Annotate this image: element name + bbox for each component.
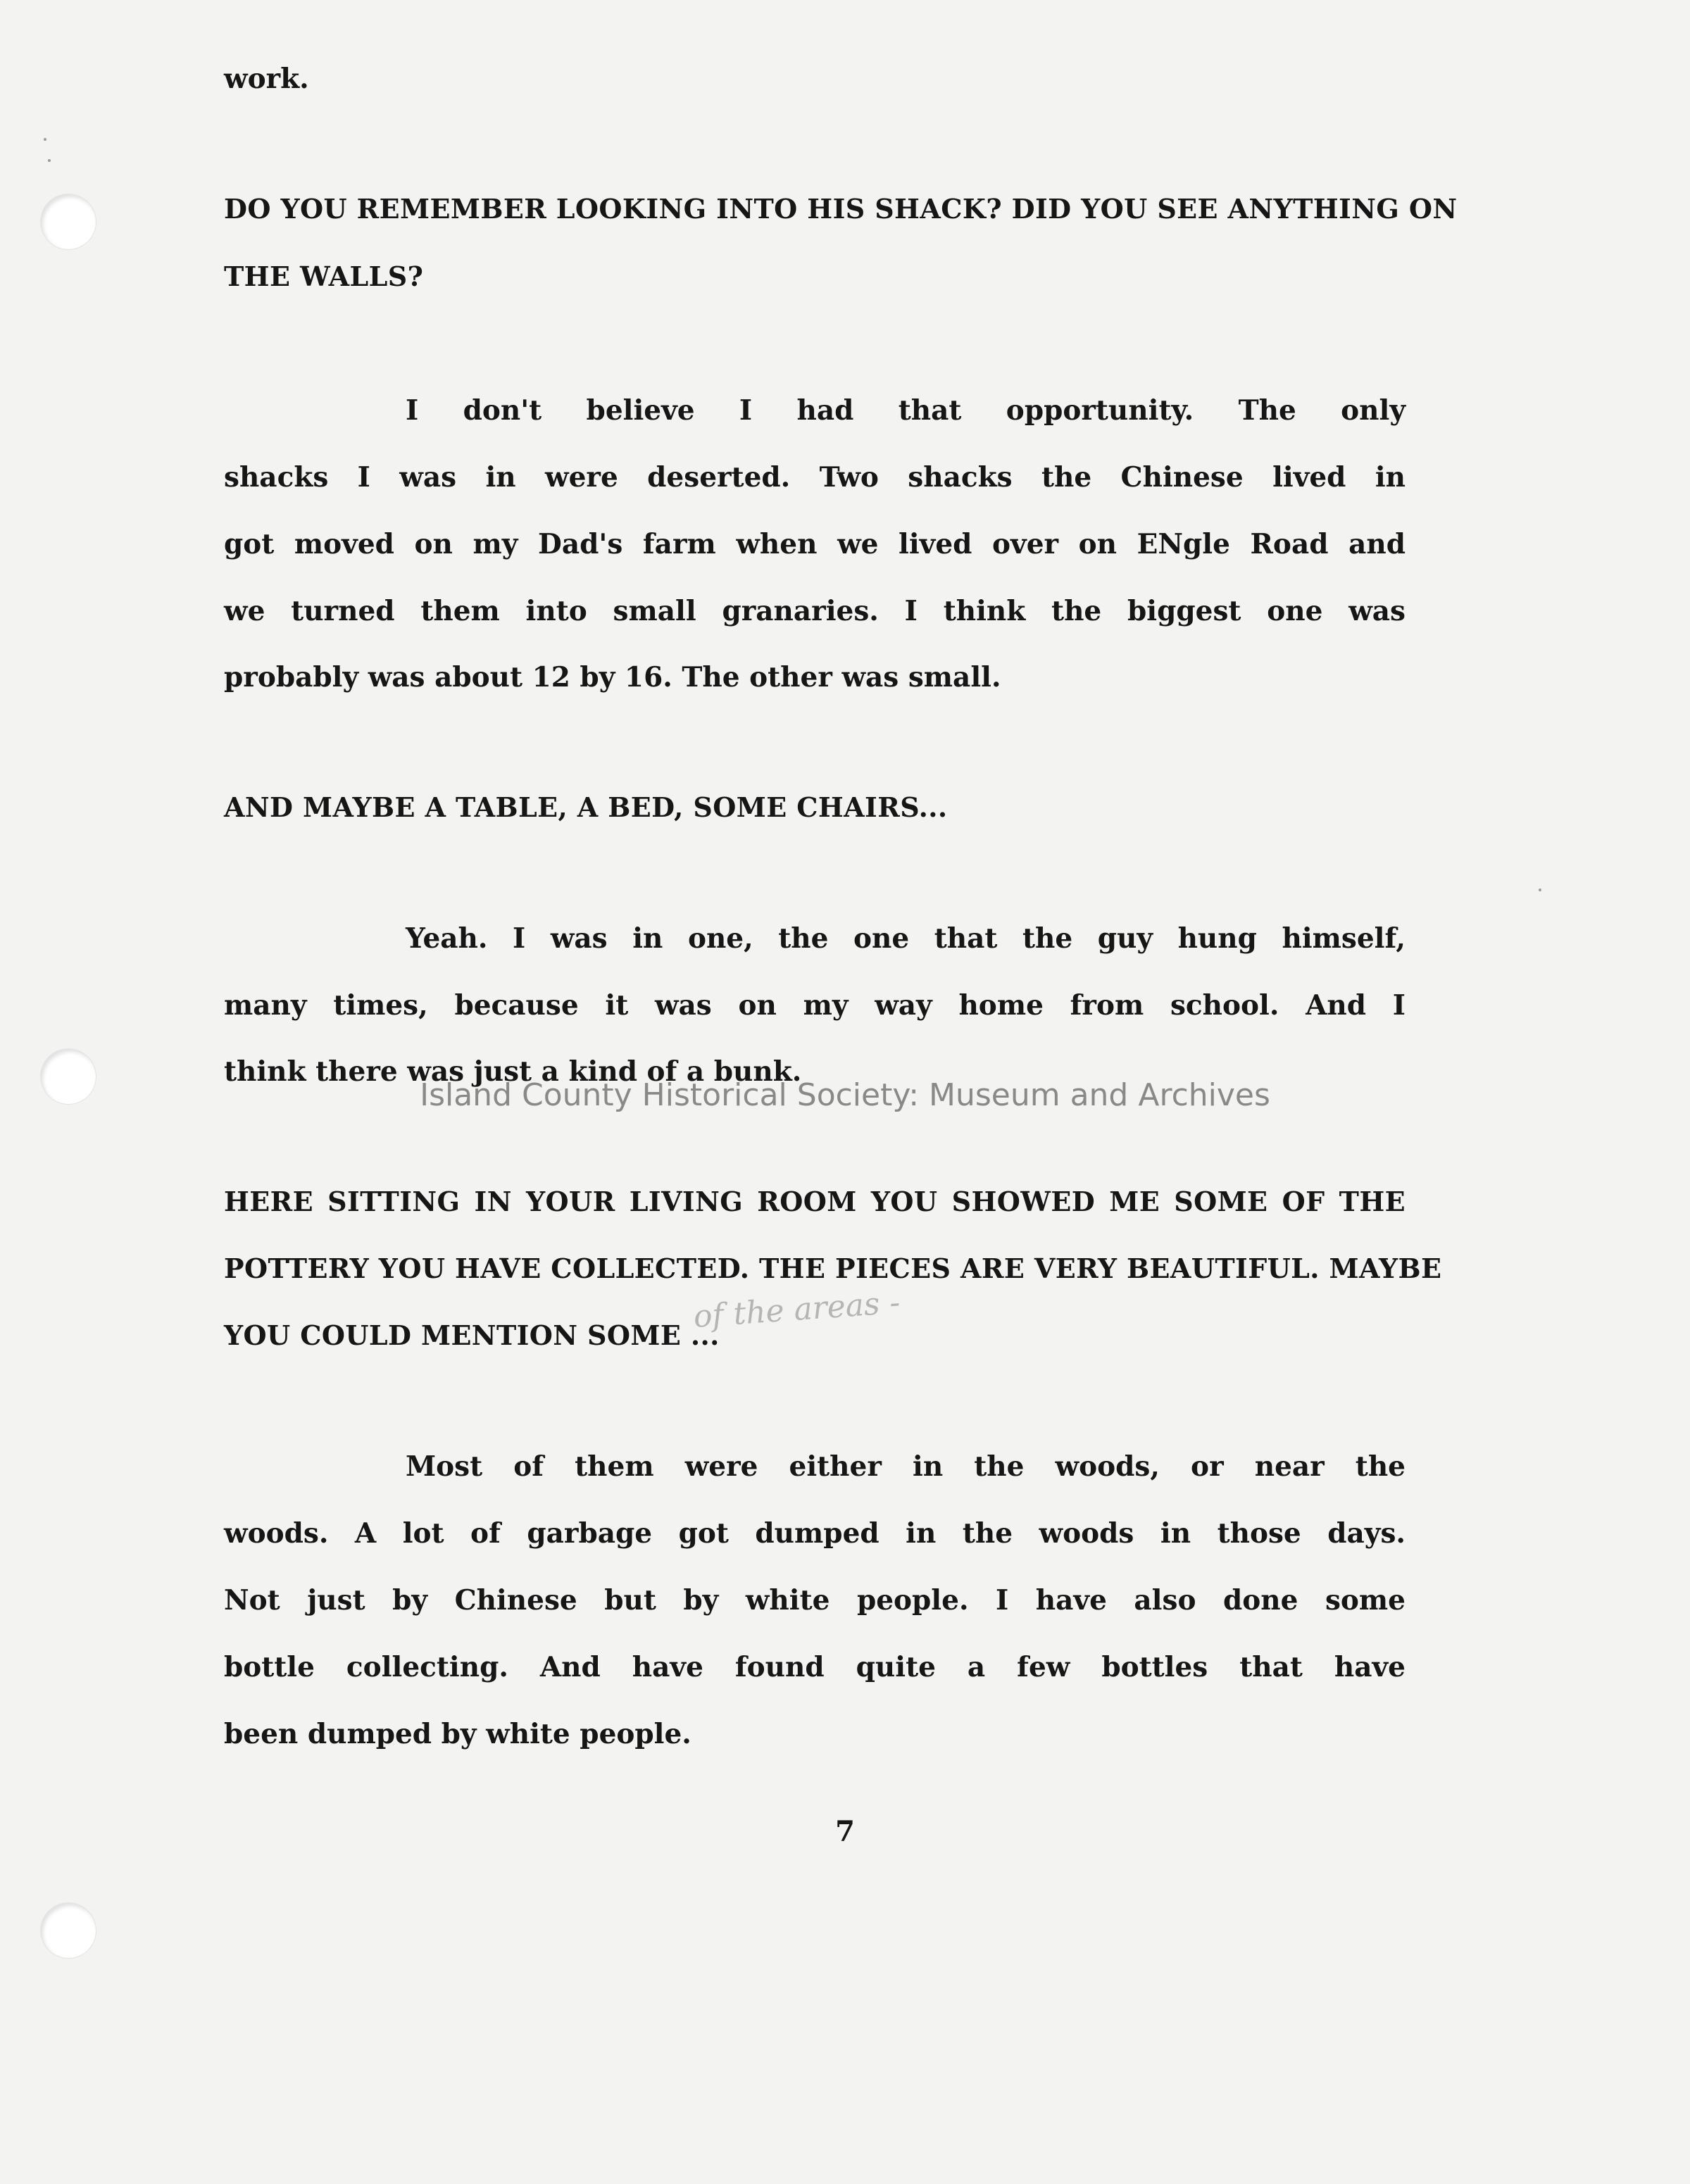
answer-line: bottle collecting. And have found quite a few bottles that have	[224, 1651, 1406, 1683]
answer-line: we turned them into small granaries. I think the biggest one was	[224, 595, 1406, 627]
archive-watermark: Island County Historical Society: Museum and Archives	[420, 1077, 1270, 1113]
interviewer-question: POTTERY YOU HAVE COLLECTED. THE PIECES ARE VERY BEAUTIFUL. MAYBE	[224, 1253, 1442, 1284]
answer-line: been dumped by white people.	[224, 1718, 691, 1750]
binder-hole	[41, 1903, 96, 1958]
paper-speck	[48, 159, 51, 162]
answer-line: got moved on my Dad's farm when we lived over on ENgle Road and	[224, 528, 1406, 560]
interviewer-question: YOU COULD MENTION SOME ...	[224, 1319, 720, 1351]
paper-speck	[1539, 889, 1541, 891]
text-line: work.	[224, 63, 309, 95]
page-number: 7	[835, 1815, 855, 1848]
answer-line: probably was about 12 by 16. The other was small.	[224, 661, 1001, 694]
answer-line: I don't believe I had that opportunity. The only	[406, 394, 1406, 427]
answer-line: Most of them were either in the woods, or near the	[406, 1450, 1406, 1483]
answer-line: Yeah. I was in one, the one that the guy hung himself,	[406, 922, 1406, 955]
answer-line: shacks I was in were deserted. Two shacks the Chinese lived in	[224, 461, 1406, 494]
binder-hole	[41, 194, 96, 249]
interviewer-question: THE WALLS?	[224, 261, 424, 292]
answer-line: many times, because it was on my way home from school. And I	[224, 989, 1406, 1022]
paper-speck	[44, 138, 46, 141]
interviewer-question: HERE SITTING IN YOUR LIVING ROOM YOU SHOWED ME SOME OF THE	[224, 1186, 1406, 1217]
answer-line: think there was just a kind of a bunk.	[224, 1055, 802, 1088]
interviewer-question: AND MAYBE A TABLE, A BED, SOME CHAIRS...	[224, 791, 948, 823]
interviewer-question: DO YOU REMEMBER LOOKING INTO HIS SHACK? DID YOU SEE ANYTHING ON	[224, 193, 1458, 225]
answer-line: woods. A lot of garbage got dumped in the woods in those days.	[224, 1517, 1406, 1550]
handwritten-annotation: of the areas -	[692, 1284, 901, 1335]
answer-line: Not just by Chinese but by white people. I have also done some	[224, 1584, 1406, 1617]
